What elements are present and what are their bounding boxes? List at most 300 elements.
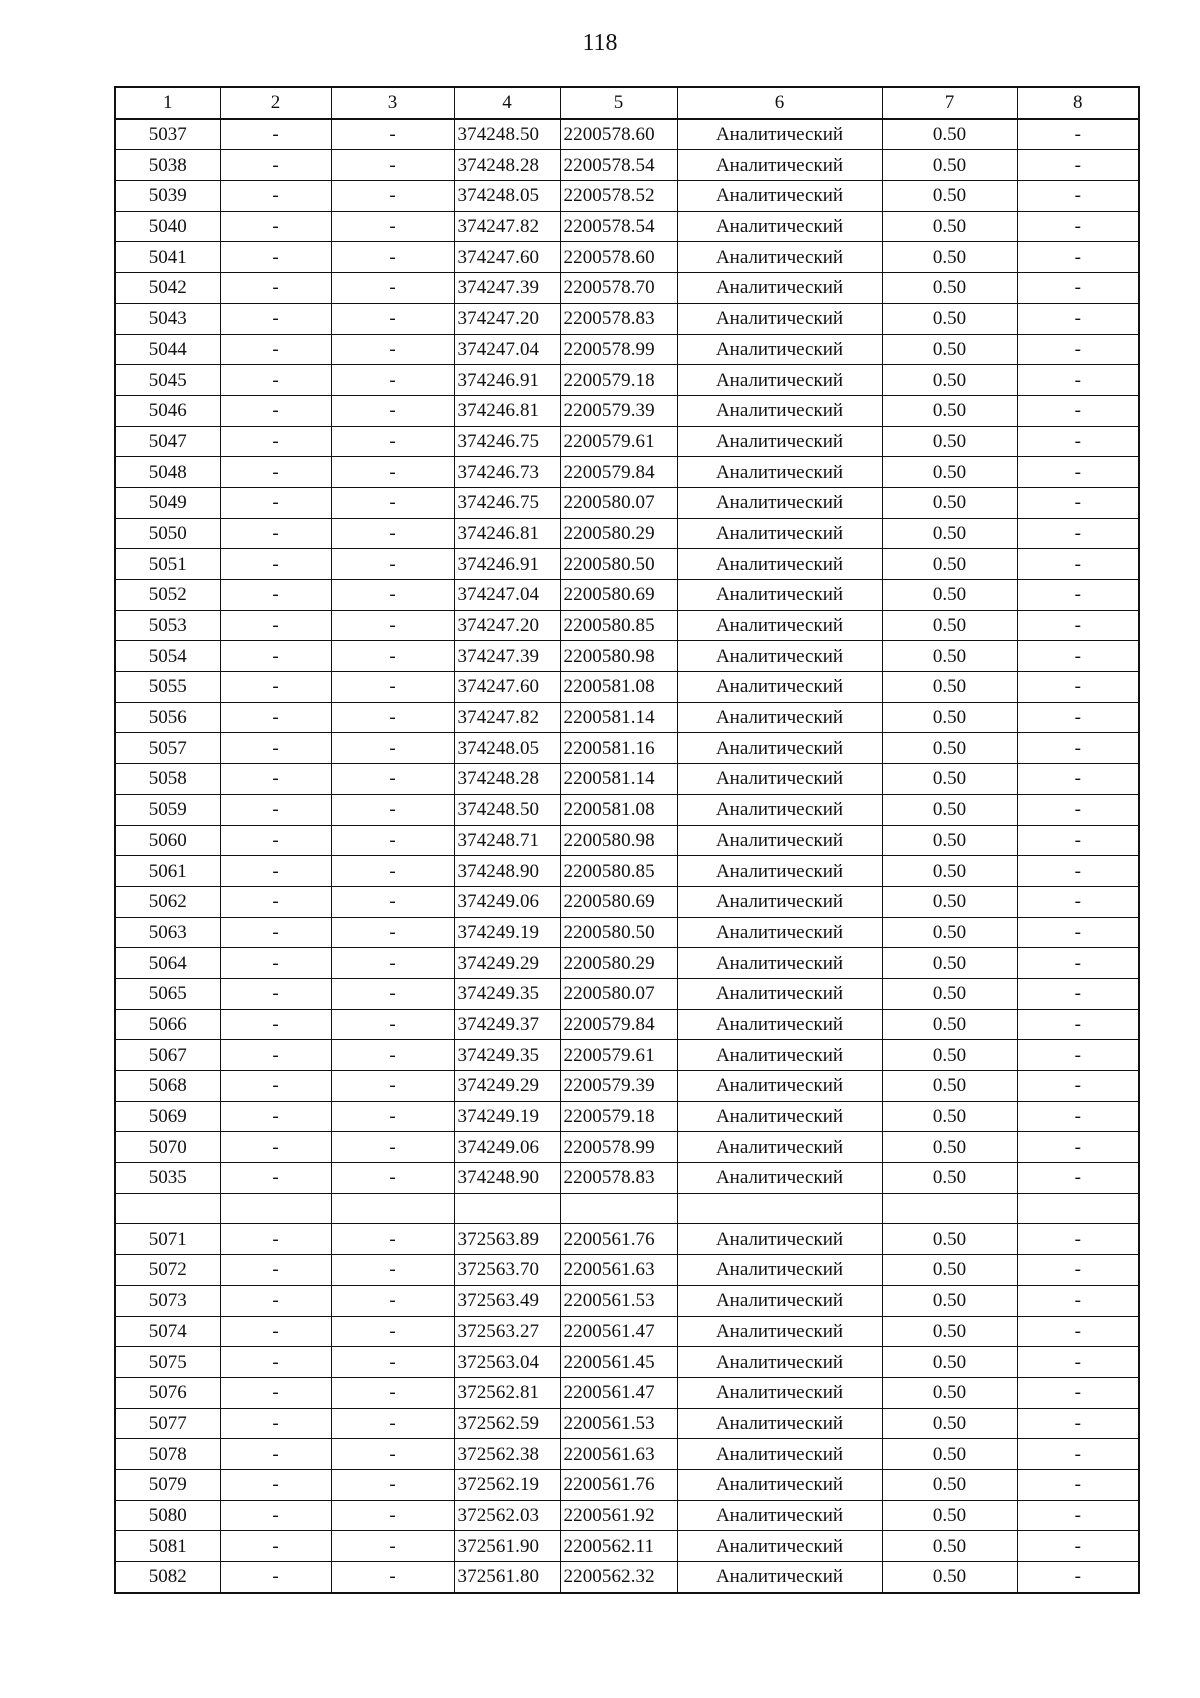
- coordinate-x-cell: 374246.75: [454, 426, 560, 457]
- coordinate-x-cell: 374247.20: [454, 610, 560, 641]
- table-row: [115, 1469, 1139, 1500]
- coordinate-x-cell: 372561.90: [454, 1531, 560, 1562]
- accuracy-cell: 0.50: [882, 1101, 1017, 1132]
- point-number-cell: 5057: [115, 733, 220, 764]
- table-row: [115, 181, 1139, 212]
- method-cell: Аналитический: [677, 395, 882, 426]
- coordinate-x-cell: 374248.05: [454, 181, 560, 212]
- table-row: [115, 610, 1139, 641]
- table-row: [115, 1347, 1139, 1378]
- column-8-cell: -: [1017, 610, 1139, 641]
- point-number-cell: 5074: [115, 1316, 220, 1347]
- method-cell: Аналитический: [677, 886, 882, 917]
- coordinate-y-cell: 2200579.39: [560, 1071, 677, 1102]
- table-row: [115, 242, 1139, 273]
- point-number-cell: 5056: [115, 702, 220, 733]
- column-8-cell: -: [1017, 1439, 1139, 1470]
- coordinate-x-cell: 374249.35: [454, 978, 560, 1009]
- table-row: [115, 1224, 1139, 1255]
- column-8-cell: -: [1017, 1469, 1139, 1500]
- method-cell: Аналитический: [677, 1316, 882, 1347]
- column-3-cell: -: [331, 426, 454, 457]
- coordinate-x-cell: 374247.60: [454, 672, 560, 703]
- column-8-cell: -: [1017, 426, 1139, 457]
- column-8-cell: -: [1017, 733, 1139, 764]
- coordinate-x-cell: 374248.05: [454, 733, 560, 764]
- column-3-cell: -: [331, 672, 454, 703]
- column-2-cell: -: [220, 303, 331, 334]
- column-8-cell: -: [1017, 119, 1139, 150]
- column-2-cell: -: [220, 1562, 331, 1593]
- coordinate-y-cell: 2200581.08: [560, 672, 677, 703]
- column-3-cell: -: [331, 610, 454, 641]
- column-8-cell: -: [1017, 1285, 1139, 1316]
- coordinate-y-cell: 2200562.11: [560, 1531, 677, 1562]
- column-3-cell: -: [331, 794, 454, 825]
- coordinate-y-cell: 2200580.98: [560, 825, 677, 856]
- accuracy-cell: 0.50: [882, 948, 1017, 979]
- point-number-cell: 5067: [115, 1040, 220, 1071]
- column-2-cell: -: [220, 825, 331, 856]
- method-cell: Аналитический: [677, 672, 882, 703]
- coordinate-y-cell: 2200580.50: [560, 549, 677, 580]
- coordinate-y-cell: 2200580.85: [560, 610, 677, 641]
- column-3-cell: -: [331, 487, 454, 518]
- table-row: [115, 365, 1139, 396]
- coordinate-x-cell: 374247.20: [454, 303, 560, 334]
- point-number-cell: 5053: [115, 610, 220, 641]
- coordinate-y-cell: 2200581.16: [560, 733, 677, 764]
- coordinate-x-cell: 372563.49: [454, 1285, 560, 1316]
- accuracy-cell: 0.50: [882, 119, 1017, 150]
- column-8-cell: -: [1017, 886, 1139, 917]
- page-number: 118: [582, 30, 618, 56]
- method-cell: Аналитический: [677, 273, 882, 304]
- coordinate-x-cell: 374247.39: [454, 273, 560, 304]
- table-row: [115, 917, 1139, 948]
- coordinate-y-cell: 2200561.63: [560, 1255, 677, 1286]
- column-3-cell: -: [331, 457, 454, 488]
- column-2-cell: -: [220, 1439, 331, 1470]
- method-cell: Аналитический: [677, 119, 882, 150]
- accuracy-cell: 0.50: [882, 426, 1017, 457]
- point-number-cell: 5077: [115, 1408, 220, 1439]
- accuracy-cell: 0.50: [882, 794, 1017, 825]
- column-3-cell: -: [331, 518, 454, 549]
- coordinate-y-cell: 2200578.99: [560, 334, 677, 365]
- coordinate-x-cell: 374247.60: [454, 242, 560, 273]
- accuracy-cell: 0.50: [882, 242, 1017, 273]
- column-3-cell: -: [331, 303, 454, 334]
- coordinate-y-cell: 2200580.50: [560, 917, 677, 948]
- point-number-cell: 5041: [115, 242, 220, 273]
- column-header: 3: [331, 87, 454, 119]
- method-cell: Аналитический: [677, 365, 882, 396]
- table-row: [115, 273, 1139, 304]
- coordinate-x-cell: 374248.50: [454, 794, 560, 825]
- point-number-cell: 5070: [115, 1132, 220, 1163]
- coordinate-y-cell: 2200580.29: [560, 948, 677, 979]
- coordinate-y-cell: 2200561.76: [560, 1224, 677, 1255]
- method-cell: Аналитический: [677, 1009, 882, 1040]
- coordinate-x-cell: 374248.28: [454, 764, 560, 795]
- column-3-cell: -: [331, 580, 454, 611]
- column-8-cell: -: [1017, 242, 1139, 273]
- accuracy-cell: 0.50: [882, 303, 1017, 334]
- column-2-cell: -: [220, 1255, 331, 1286]
- table-row: [115, 764, 1139, 795]
- accuracy-cell: 0.50: [882, 1469, 1017, 1500]
- column-3-cell: -: [331, 1132, 454, 1163]
- method-cell: Аналитический: [677, 1408, 882, 1439]
- coordinate-x-cell: 372562.38: [454, 1439, 560, 1470]
- column-8-cell: -: [1017, 702, 1139, 733]
- coordinate-y-cell: 2200579.18: [560, 1101, 677, 1132]
- coordinate-x-cell: 372562.81: [454, 1377, 560, 1408]
- column-3-cell: -: [331, 1009, 454, 1040]
- accuracy-cell: 0.50: [882, 1316, 1017, 1347]
- table-row: [115, 1132, 1139, 1163]
- table-row: [115, 825, 1139, 856]
- coordinate-y-cell: 2200579.18: [560, 365, 677, 396]
- column-2-cell: -: [220, 1285, 331, 1316]
- accuracy-cell: 0.50: [882, 457, 1017, 488]
- coordinate-y-cell: 2200581.14: [560, 764, 677, 795]
- column-header: 2: [220, 87, 331, 119]
- column-3-cell: -: [331, 856, 454, 887]
- coordinate-y-cell: 2200561.53: [560, 1285, 677, 1316]
- table-row: [115, 1377, 1139, 1408]
- table-row: [115, 457, 1139, 488]
- coordinate-y-cell: 2200580.98: [560, 641, 677, 672]
- column-3-cell: -: [331, 181, 454, 212]
- coordinate-y-cell: [560, 1193, 677, 1224]
- accuracy-cell: 0.50: [882, 1439, 1017, 1470]
- table-row: [115, 1040, 1139, 1071]
- column-2-cell: -: [220, 794, 331, 825]
- column-2-cell: -: [220, 549, 331, 580]
- table-row: [115, 1439, 1139, 1470]
- coordinate-y-cell: 2200561.47: [560, 1377, 677, 1408]
- column-header: 5: [560, 87, 677, 119]
- point-number-cell: 5038: [115, 150, 220, 181]
- column-2-cell: -: [220, 1101, 331, 1132]
- column-2-cell: -: [220, 1377, 331, 1408]
- coordinate-x-cell: 374246.73: [454, 457, 560, 488]
- column-3-cell: -: [331, 242, 454, 273]
- column-3-cell: -: [331, 1562, 454, 1593]
- point-number-cell: 5081: [115, 1531, 220, 1562]
- coordinate-y-cell: 2200580.29: [560, 518, 677, 549]
- column-8-cell: -: [1017, 672, 1139, 703]
- coordinate-x-cell: 374249.29: [454, 1071, 560, 1102]
- column-3-cell: -: [331, 1255, 454, 1286]
- column-8-cell: -: [1017, 948, 1139, 979]
- column-3-cell: -: [331, 948, 454, 979]
- method-cell: Аналитический: [677, 1562, 882, 1593]
- column-8-cell: -: [1017, 334, 1139, 365]
- coordinate-x-cell: 374247.04: [454, 334, 560, 365]
- column-3-cell: -: [331, 549, 454, 580]
- column-2-cell: -: [220, 610, 331, 641]
- method-cell: Аналитический: [677, 1285, 882, 1316]
- accuracy-cell: 0.50: [882, 1163, 1017, 1194]
- column-2-cell: -: [220, 273, 331, 304]
- coordinate-y-cell: 2200581.14: [560, 702, 677, 733]
- table-row: [115, 334, 1139, 365]
- coordinate-y-cell: 2200561.45: [560, 1347, 677, 1378]
- accuracy-cell: 0.50: [882, 1285, 1017, 1316]
- column-8-cell: -: [1017, 365, 1139, 396]
- table-row: [115, 426, 1139, 457]
- coordinate-x-cell: 374246.91: [454, 549, 560, 580]
- coordinate-x-cell: 374248.50: [454, 119, 560, 150]
- accuracy-cell: 0.50: [882, 1255, 1017, 1286]
- table-row: [115, 580, 1139, 611]
- column-3-cell: -: [331, 702, 454, 733]
- column-8-cell: -: [1017, 457, 1139, 488]
- column-2-cell: -: [220, 181, 331, 212]
- point-number-cell: 5058: [115, 764, 220, 795]
- point-number-cell: 5075: [115, 1347, 220, 1378]
- column-2-cell: -: [220, 119, 331, 150]
- method-cell: Аналитический: [677, 917, 882, 948]
- method-cell: Аналитический: [677, 948, 882, 979]
- column-2-cell: -: [220, 518, 331, 549]
- column-2-cell: -: [220, 1500, 331, 1531]
- point-number-cell: 5048: [115, 457, 220, 488]
- method-cell: Аналитический: [677, 303, 882, 334]
- column-2-cell: -: [220, 580, 331, 611]
- coordinate-x-cell: 372562.19: [454, 1469, 560, 1500]
- column-2-cell: -: [220, 856, 331, 887]
- accuracy-cell: 0.50: [882, 917, 1017, 948]
- accuracy-cell: [882, 1193, 1017, 1224]
- method-cell: Аналитический: [677, 487, 882, 518]
- column-3-cell: -: [331, 1163, 454, 1194]
- column-3-cell: -: [331, 733, 454, 764]
- method-cell: Аналитический: [677, 1500, 882, 1531]
- accuracy-cell: 0.50: [882, 886, 1017, 917]
- column-3-cell: [331, 1193, 454, 1224]
- coordinate-y-cell: 2200561.92: [560, 1500, 677, 1531]
- coordinate-y-cell: 2200562.32: [560, 1562, 677, 1593]
- column-2-cell: -: [220, 1347, 331, 1378]
- accuracy-cell: 0.50: [882, 733, 1017, 764]
- column-3-cell: -: [331, 119, 454, 150]
- method-cell: Аналитический: [677, 1439, 882, 1470]
- column-3-cell: -: [331, 1469, 454, 1500]
- table-row: [115, 1163, 1139, 1194]
- column-3-cell: -: [331, 1500, 454, 1531]
- method-cell: Аналитический: [677, 1347, 882, 1378]
- table-row: [115, 1255, 1139, 1286]
- column-3-cell: -: [331, 1285, 454, 1316]
- column-2-cell: -: [220, 948, 331, 979]
- point-number-cell: 5049: [115, 487, 220, 518]
- column-2-cell: -: [220, 978, 331, 1009]
- method-cell: Аналитический: [677, 1101, 882, 1132]
- accuracy-cell: 0.50: [882, 273, 1017, 304]
- coordinate-y-cell: 2200581.08: [560, 794, 677, 825]
- accuracy-cell: 0.50: [882, 1377, 1017, 1408]
- accuracy-cell: 0.50: [882, 1347, 1017, 1378]
- table-row: [115, 1316, 1139, 1347]
- coordinate-y-cell: 2200580.07: [560, 487, 677, 518]
- method-cell: Аналитический: [677, 181, 882, 212]
- table-row: [115, 1531, 1139, 1562]
- coordinate-x-cell: 372563.04: [454, 1347, 560, 1378]
- column-header: 7: [882, 87, 1017, 119]
- accuracy-cell: 0.50: [882, 764, 1017, 795]
- coordinate-y-cell: 2200561.76: [560, 1469, 677, 1500]
- column-2-cell: -: [220, 457, 331, 488]
- coordinate-x-cell: 372563.27: [454, 1316, 560, 1347]
- coordinate-y-cell: 2200578.70: [560, 273, 677, 304]
- method-cell: Аналитический: [677, 1224, 882, 1255]
- coordinate-x-cell: 372562.59: [454, 1408, 560, 1439]
- column-2-cell: -: [220, 487, 331, 518]
- table-body: [115, 119, 1139, 1593]
- accuracy-cell: 0.50: [882, 672, 1017, 703]
- column-8-cell: -: [1017, 580, 1139, 611]
- column-2-cell: -: [220, 1316, 331, 1347]
- column-3-cell: -: [331, 1439, 454, 1470]
- column-3-cell: -: [331, 978, 454, 1009]
- point-number-cell: 5040: [115, 211, 220, 242]
- column-3-cell: -: [331, 1224, 454, 1255]
- method-cell: Аналитический: [677, 518, 882, 549]
- column-3-cell: -: [331, 764, 454, 795]
- accuracy-cell: 0.50: [882, 1009, 1017, 1040]
- table-row: [115, 1009, 1139, 1040]
- coordinate-x-cell: 374248.90: [454, 1163, 560, 1194]
- column-2-cell: -: [220, 1163, 331, 1194]
- column-2-cell: -: [220, 1071, 331, 1102]
- coordinate-y-cell: 2200580.69: [560, 886, 677, 917]
- table-row: [115, 702, 1139, 733]
- column-3-cell: -: [331, 1408, 454, 1439]
- column-8-cell: -: [1017, 211, 1139, 242]
- accuracy-cell: 0.50: [882, 825, 1017, 856]
- coordinate-y-cell: 2200580.85: [560, 856, 677, 887]
- coordinate-x-cell: 374249.06: [454, 886, 560, 917]
- point-number-cell: 5078: [115, 1439, 220, 1470]
- table-row: [115, 549, 1139, 580]
- column-8-cell: -: [1017, 303, 1139, 334]
- column-3-cell: -: [331, 1531, 454, 1562]
- column-3-cell: -: [331, 1377, 454, 1408]
- table-row: [115, 672, 1139, 703]
- column-2-cell: -: [220, 1469, 331, 1500]
- coordinate-x-cell: 374249.29: [454, 948, 560, 979]
- accuracy-cell: 0.50: [882, 1408, 1017, 1439]
- column-2-cell: [220, 1193, 331, 1224]
- accuracy-cell: 0.50: [882, 978, 1017, 1009]
- coordinate-x-cell: 372563.89: [454, 1224, 560, 1255]
- column-2-cell: -: [220, 733, 331, 764]
- coordinates-table: [114, 86, 1140, 1594]
- accuracy-cell: 0.50: [882, 1562, 1017, 1593]
- method-cell: Аналитический: [677, 1040, 882, 1071]
- point-number-cell: 5063: [115, 917, 220, 948]
- point-number-cell: 5079: [115, 1469, 220, 1500]
- column-3-cell: -: [331, 365, 454, 396]
- column-2-cell: -: [220, 1040, 331, 1071]
- point-number-cell: 5037: [115, 119, 220, 150]
- column-3-cell: -: [331, 1347, 454, 1378]
- coordinate-x-cell: 372561.80: [454, 1562, 560, 1593]
- point-number-cell: 5080: [115, 1500, 220, 1531]
- accuracy-cell: 0.50: [882, 211, 1017, 242]
- column-2-cell: -: [220, 702, 331, 733]
- column-3-cell: -: [331, 1316, 454, 1347]
- coordinate-y-cell: 2200579.84: [560, 1009, 677, 1040]
- coordinate-x-cell: 374248.71: [454, 825, 560, 856]
- table-row: [115, 1193, 1139, 1224]
- coordinate-x-cell: 374246.91: [454, 365, 560, 396]
- table-row: [115, 1500, 1139, 1531]
- accuracy-cell: 0.50: [882, 181, 1017, 212]
- method-cell: Аналитический: [677, 1377, 882, 1408]
- column-3-cell: -: [331, 825, 454, 856]
- column-2-cell: -: [220, 1531, 331, 1562]
- table-row: [115, 978, 1139, 1009]
- table-row: [115, 1408, 1139, 1439]
- coordinate-y-cell: 2200561.63: [560, 1439, 677, 1470]
- point-number-cell: 5054: [115, 641, 220, 672]
- point-number-cell: 5059: [115, 794, 220, 825]
- column-8-cell: -: [1017, 518, 1139, 549]
- column-3-cell: -: [331, 641, 454, 672]
- coordinate-y-cell: 2200579.61: [560, 426, 677, 457]
- method-cell: Аналитический: [677, 242, 882, 273]
- column-2-cell: -: [220, 426, 331, 457]
- coordinate-y-cell: 2200580.07: [560, 978, 677, 1009]
- column-3-cell: -: [331, 886, 454, 917]
- coordinate-y-cell: 2200561.47: [560, 1316, 677, 1347]
- method-cell: Аналитический: [677, 211, 882, 242]
- method-cell: Аналитический: [677, 549, 882, 580]
- column-header: 8: [1017, 87, 1139, 119]
- coordinate-y-cell: 2200578.52: [560, 181, 677, 212]
- coordinate-x-cell: 374247.82: [454, 211, 560, 242]
- column-header: 1: [115, 87, 220, 119]
- column-2-cell: -: [220, 1009, 331, 1040]
- column-2-cell: -: [220, 1408, 331, 1439]
- accuracy-cell: 0.50: [882, 641, 1017, 672]
- method-cell: Аналитический: [677, 856, 882, 887]
- method-cell: Аналитический: [677, 457, 882, 488]
- point-number-cell: 5082: [115, 1562, 220, 1593]
- point-number-cell: 5060: [115, 825, 220, 856]
- accuracy-cell: 0.50: [882, 518, 1017, 549]
- accuracy-cell: 0.50: [882, 610, 1017, 641]
- column-8-cell: -: [1017, 794, 1139, 825]
- method-cell: Аналитический: [677, 1255, 882, 1286]
- column-2-cell: -: [220, 1132, 331, 1163]
- column-8-cell: -: [1017, 856, 1139, 887]
- coordinate-x-cell: 374246.75: [454, 487, 560, 518]
- accuracy-cell: 0.50: [882, 1224, 1017, 1255]
- table-row: [115, 733, 1139, 764]
- column-8-cell: -: [1017, 487, 1139, 518]
- coordinate-y-cell: 2200578.60: [560, 119, 677, 150]
- column-8-cell: -: [1017, 549, 1139, 580]
- point-number-cell: 5044: [115, 334, 220, 365]
- method-cell: Аналитический: [677, 150, 882, 181]
- method-cell: Аналитический: [677, 764, 882, 795]
